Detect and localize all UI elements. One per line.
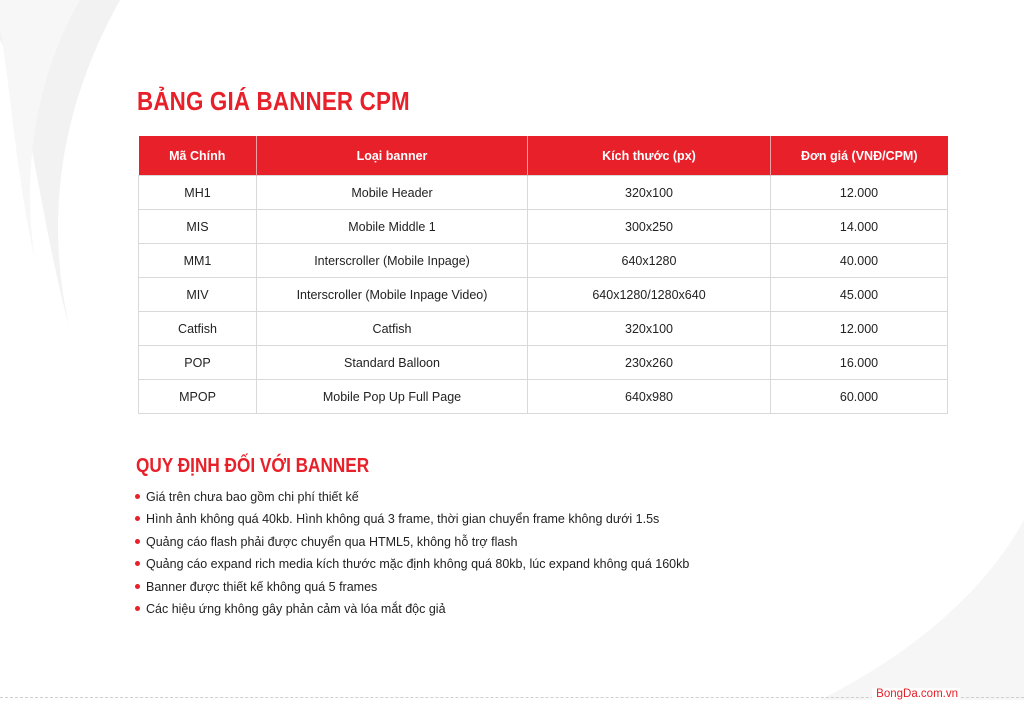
- rule-text: Banner được thiết kế không quá 5 frames: [146, 579, 378, 594]
- bullet-icon: [135, 584, 140, 589]
- cell-banner-type: Interscroller (Mobile Inpage): [257, 244, 528, 278]
- cell-price: 12.000: [771, 312, 948, 346]
- footer-brand: BongDa.com.vn: [872, 688, 960, 700]
- bullet-icon: [135, 561, 140, 566]
- footer-divider: [0, 697, 1024, 698]
- cell-code: MIS: [139, 210, 257, 244]
- header-price: Đơn giá (VNĐ/CPM): [771, 136, 948, 176]
- cell-size: 300x250: [528, 210, 771, 244]
- rule-text: Các hiệu ứng không gây phản cảm và lóa mắt độc giả: [146, 601, 446, 616]
- bullet-icon: [135, 494, 140, 499]
- cell-banner-type: Interscroller (Mobile Inpage Video): [257, 278, 528, 312]
- cell-size: 640x980: [528, 380, 771, 414]
- bullet-icon: [135, 606, 140, 611]
- list-item: [134, 488, 689, 510]
- bullet-icon: [135, 516, 140, 521]
- list-item: [134, 510, 689, 532]
- list-item: [134, 533, 689, 555]
- cell-size: 640x1280/1280x640: [528, 278, 771, 312]
- cell-banner-type: Standard Balloon: [257, 346, 528, 380]
- cell-banner-type: Mobile Pop Up Full Page: [257, 380, 528, 414]
- cell-size: 320x100: [528, 176, 771, 210]
- cell-price: 16.000: [771, 346, 948, 380]
- cell-price: 12.000: [771, 176, 948, 210]
- rule-text: Quảng cáo expand rich media kích thước mặc định không quá 80kb, lúc expand không quá 160kb: [146, 557, 690, 572]
- cell-code: POP: [139, 346, 257, 380]
- rule-text: Giá trên chưa bao gồm chi phí thiết kế: [146, 490, 359, 504]
- bullet-icon: [135, 539, 140, 544]
- rules-title: QUY ĐỊNH ĐỐI VỚI BANNER: [136, 455, 370, 477]
- cell-banner-type: Catfish: [257, 312, 528, 346]
- cell-price: 40.000: [771, 244, 948, 278]
- list-item: [134, 555, 689, 577]
- header-size: Kích thước (px): [528, 136, 771, 176]
- header-banner-type: Loại banner: [257, 136, 528, 176]
- cell-code: MPOP: [139, 380, 257, 414]
- table-row: [139, 278, 948, 312]
- header-code: Mã Chính: [139, 136, 257, 176]
- cell-banner-type: Mobile Header: [257, 176, 528, 210]
- rule-text: Hình ảnh không quá 40kb. Hình không quá 3 frame, thời gian chuyển frame không dưới 1.5s: [146, 512, 660, 527]
- cell-code: Catfish: [139, 312, 257, 346]
- cell-size: 640x1280: [528, 244, 771, 278]
- price-table: [138, 136, 948, 414]
- page-title: BẢNG GIÁ BANNER CPM: [137, 86, 410, 116]
- cell-code: MM1: [139, 244, 257, 278]
- table-row: [139, 346, 948, 380]
- table-row: [139, 312, 948, 346]
- cell-size: 230x260: [528, 346, 771, 380]
- list-item: [134, 600, 689, 622]
- table-row: [139, 176, 948, 210]
- cell-banner-type: Mobile Middle 1: [257, 210, 528, 244]
- table-row: [139, 380, 948, 414]
- cell-size: 320x100: [528, 312, 771, 346]
- cell-price: 45.000: [771, 278, 948, 312]
- rule-text: Quảng cáo flash phải được chuyển qua HTML5, không hỗ trợ flash: [146, 534, 518, 549]
- cell-price: 60.000: [771, 380, 948, 414]
- rules-list: [134, 488, 689, 622]
- table-header-row: [139, 136, 948, 176]
- table-row: [139, 244, 948, 278]
- table-row: [139, 210, 948, 244]
- cell-code: MIV: [139, 278, 257, 312]
- cell-price: 14.000: [771, 210, 948, 244]
- cell-code: MH1: [139, 176, 257, 210]
- list-item: [134, 578, 689, 600]
